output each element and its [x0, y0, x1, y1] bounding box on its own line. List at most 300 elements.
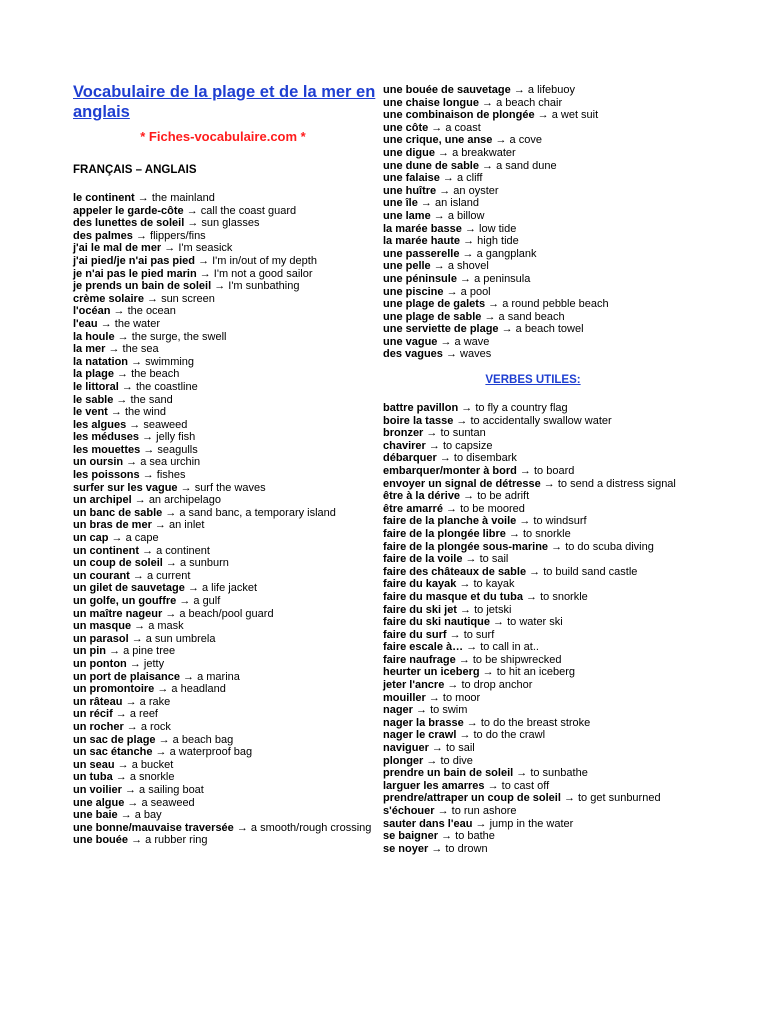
arrow-icon: → [132, 569, 144, 582]
french-term: une côte [383, 121, 429, 134]
french-term: heurter un iceberg [383, 666, 480, 679]
english-translation: the sea [122, 343, 159, 356]
french-term: plonger [383, 754, 424, 767]
arrow-icon: → [493, 616, 505, 629]
arrow-icon: → [519, 515, 531, 528]
vocab-entry [73, 620, 373, 633]
vocab-entry [383, 311, 763, 324]
vocab-entry [73, 809, 373, 822]
vocab-entry [73, 331, 373, 344]
french-term: une serviette de plage [383, 323, 499, 336]
english-translation: to surf [463, 628, 495, 641]
english-translation: seagulls [157, 443, 198, 456]
english-translation: a sun umbrela [145, 632, 216, 645]
french-term: l'océan [73, 305, 111, 318]
english-translation: to windsurf [533, 515, 587, 528]
english-translation: I'm seasick [178, 242, 233, 255]
english-translation: to sail [479, 553, 509, 566]
english-translation: a bucket [131, 758, 174, 771]
english-translation: to snorkle [540, 590, 588, 603]
french-term: un golfe, un gouffre [73, 595, 177, 607]
french-term: les mouettes [73, 443, 141, 456]
english-translation: a reef [129, 708, 158, 721]
arrow-icon: → [143, 443, 155, 456]
vocab-entry [383, 160, 763, 173]
arrow-icon: → [108, 343, 120, 356]
arrow-icon: → [442, 172, 454, 185]
english-translation: a gangplank [476, 247, 537, 260]
english-translation: a gulf [193, 595, 221, 607]
vocab-entry [73, 797, 373, 810]
french-term: naviguer [383, 742, 429, 755]
english-translation: an inlet [168, 519, 205, 532]
english-translation: a beach bag [172, 733, 234, 746]
arrow-icon: → [433, 260, 445, 273]
french-term: une plage de sable [383, 310, 482, 323]
english-translation: a rock [140, 720, 171, 733]
french-term: faire du kayak [383, 578, 457, 591]
french-term: un promontoire [73, 683, 155, 696]
french-term: une bonne/mauvaise traversée [73, 821, 234, 834]
vocab-entry [73, 368, 373, 381]
arrow-icon: → [135, 229, 147, 242]
verbs-list [383, 402, 763, 855]
arrow-icon: → [431, 842, 443, 855]
vocab-entry [73, 708, 373, 721]
verb-entry [383, 440, 763, 453]
english-translation: fishes [156, 469, 186, 482]
arrow-icon: → [165, 557, 177, 570]
english-translation: an archipelago [148, 494, 221, 507]
english-translation: a cliff [456, 172, 483, 185]
vocab-entry [73, 217, 373, 230]
french-term: être amarré [383, 502, 443, 515]
vocab-entry [73, 746, 373, 759]
english-translation: a waterproof bag [169, 746, 253, 759]
arrow-icon: → [131, 632, 143, 645]
verb-entry [383, 629, 763, 642]
arrow-icon: → [198, 254, 210, 267]
english-translation: the coastline [135, 380, 198, 393]
arrow-icon: → [519, 464, 531, 477]
english-translation: to snorkle [523, 527, 571, 540]
vocab-list-left [73, 192, 373, 847]
vocab-entry [383, 348, 763, 361]
vocab-entry [73, 545, 373, 558]
arrow-icon: → [126, 456, 138, 469]
vocab-entry [73, 205, 373, 218]
english-translation: a rake [139, 695, 171, 708]
vocab-entry [383, 336, 763, 349]
english-translation: to board [533, 464, 575, 477]
arrow-icon: → [440, 335, 452, 348]
vocab-entry [73, 784, 373, 797]
english-translation: the beach [131, 368, 180, 381]
french-term: le littoral [73, 380, 119, 393]
french-term: un banc de sable [73, 506, 163, 519]
english-translation: a beach/pool guard [179, 607, 274, 620]
french-term: une passerelle [383, 247, 460, 260]
english-translation: waves [460, 348, 492, 361]
arrow-icon: → [513, 84, 525, 96]
vocab-entry [73, 482, 373, 495]
vocab-entry [73, 394, 373, 407]
french-term: un maître nageur [73, 607, 163, 620]
vocab-entry [73, 280, 373, 293]
french-term: un ponton [73, 657, 127, 670]
french-term: un oursin [73, 456, 124, 469]
english-translation: the wind [124, 406, 166, 419]
french-term: nager la brasse [383, 716, 464, 729]
french-term: une bouée [73, 834, 129, 847]
english-translation: to water ski [507, 616, 563, 629]
french-term: se baigner [383, 830, 439, 843]
verb-entry [383, 465, 763, 478]
arrow-icon: → [484, 310, 496, 323]
arrow-icon: → [461, 402, 473, 414]
french-term: une pelle [383, 260, 431, 273]
french-term: faire de la plongée libre [383, 527, 506, 540]
arrow-icon: → [147, 292, 158, 305]
french-term: faire des châteaux de sable [383, 565, 527, 578]
french-term: faire du ski jet [383, 603, 457, 616]
verb-entry [383, 767, 763, 780]
arrow-icon: → [428, 439, 440, 452]
arrow-icon: → [129, 418, 141, 431]
vocab-entry [73, 658, 373, 671]
english-translation: to sail [445, 742, 475, 755]
vocab-entry [383, 223, 763, 236]
arrow-icon: → [466, 641, 478, 654]
english-translation: sun glasses [201, 217, 260, 230]
vocab-entry [383, 84, 763, 97]
english-translation: to hit an iceberg [496, 666, 575, 679]
verb-entry [383, 427, 763, 440]
english-translation: to cast off [501, 779, 550, 792]
arrow-icon: → [420, 197, 432, 210]
english-translation: an oyster [453, 184, 499, 197]
arrow-icon: → [187, 217, 199, 230]
vocab-entry [73, 557, 373, 570]
arrow-icon: → [115, 771, 127, 784]
vocab-entry [73, 507, 373, 520]
french-term: un rocher [73, 720, 124, 733]
arrow-icon: → [416, 704, 428, 717]
english-translation: a sailing boat [139, 783, 204, 796]
vocab-entry [73, 356, 373, 369]
vocab-entry [73, 519, 373, 532]
arrow-icon: → [154, 519, 166, 532]
arrow-icon: → [183, 670, 195, 683]
arrow-icon: → [482, 159, 494, 172]
french-term: prendre un bain de soleil [383, 767, 514, 780]
french-term: la natation [73, 355, 129, 368]
vocab-entry [383, 260, 763, 273]
french-term: la plage [73, 368, 114, 381]
english-translation: a cape [125, 532, 159, 545]
english-translation: a shovel [447, 260, 489, 273]
french-term: je n'ai pas le pied marin [73, 267, 197, 280]
vocab-entry [73, 734, 373, 747]
french-term: être à la dérive [383, 490, 461, 503]
verb-entry [383, 415, 763, 428]
verb-entry [383, 578, 763, 591]
verb-entry [383, 515, 763, 528]
english-translation: to jetski [474, 603, 512, 616]
english-translation: to swim [430, 704, 468, 717]
english-translation: to be shipwrecked [472, 653, 562, 666]
french-term: une baie [73, 809, 118, 822]
english-translation: a cove [509, 134, 542, 147]
arrow-icon: → [158, 733, 170, 746]
french-term: bronzer [383, 427, 424, 440]
french-term: nager le crawl [383, 729, 457, 742]
english-translation: call the coast guard [200, 204, 297, 217]
arrow-icon: → [186, 204, 198, 217]
vocab-entry [383, 122, 763, 135]
french-term: une plage de galets [383, 298, 486, 311]
vocab-entry [73, 293, 373, 306]
verb-entry [383, 490, 763, 503]
arrow-icon: → [563, 792, 575, 805]
french-term: un port de plaisance [73, 670, 180, 683]
arrow-icon: → [466, 716, 478, 729]
verb-entry [383, 704, 763, 717]
vocab-entry [383, 248, 763, 261]
english-translation: to bathe [455, 830, 495, 843]
french-term: une piscine [383, 285, 444, 298]
vocab-entry [73, 230, 373, 243]
arrow-icon: → [459, 578, 471, 591]
arrow-icon: → [459, 729, 471, 742]
verb-entry [383, 503, 763, 516]
arrow-icon: → [464, 222, 476, 235]
verb-entry [383, 591, 763, 604]
arrow-icon: → [501, 323, 513, 336]
vocab-entry [73, 582, 373, 595]
french-term: un bras de mer [73, 519, 152, 532]
english-translation: to dive [440, 754, 473, 767]
vocab-entry [73, 343, 373, 356]
arrow-icon: → [460, 272, 472, 285]
french-term: jeter l'ancre [383, 679, 445, 692]
vocab-entry [73, 305, 373, 318]
site-name: * Fiches-vocabulaire.com * [140, 129, 306, 144]
arrow-icon: → [127, 796, 139, 809]
english-translation: to run ashore [451, 805, 517, 817]
arrow-icon: → [110, 406, 122, 419]
vocab-entry [73, 381, 373, 394]
arrow-icon: → [117, 368, 129, 381]
arrow-icon: → [516, 767, 528, 780]
french-term: le sable [73, 393, 114, 406]
vocab-list-right [383, 84, 763, 361]
french-term: j'ai pied/je n'ai pas pied [73, 254, 195, 267]
english-translation: to accidentally swallow water [470, 414, 612, 427]
vocab-entry [383, 172, 763, 185]
arrow-icon: → [426, 427, 438, 440]
french-term: nager [383, 704, 413, 717]
french-term: s'échouer [383, 805, 435, 817]
french-term: la mer [73, 343, 106, 356]
english-translation: a coast [445, 121, 481, 134]
verb-entry [383, 742, 763, 755]
arrow-icon: → [137, 192, 149, 204]
arrow-icon: → [446, 285, 458, 298]
french-term: une algue [73, 796, 125, 809]
vocab-entry [73, 242, 373, 255]
arrow-icon: → [165, 607, 177, 620]
vocab-entry [73, 570, 373, 583]
english-translation: a beach towel [515, 323, 584, 336]
arrow-icon: → [117, 330, 129, 343]
verb-entry [383, 566, 763, 579]
arrow-icon: → [439, 452, 451, 465]
french-term: une digue [383, 146, 435, 159]
arrow-icon: → [111, 532, 123, 545]
english-translation: to drop anchor [461, 679, 533, 692]
english-translation: a round pebble beach [502, 298, 609, 311]
english-translation: a life jacket [202, 582, 258, 595]
arrow-icon: → [449, 628, 461, 641]
arrow-icon: → [431, 121, 443, 134]
arrow-icon: → [157, 683, 169, 696]
vocab-entry [383, 286, 763, 299]
english-translation: a wet suit [551, 109, 599, 122]
french-term: un sac étanche [73, 746, 153, 759]
english-translation: flippers/fins [150, 229, 206, 242]
vocab-entry [73, 444, 373, 457]
verb-entry [383, 528, 763, 541]
english-translation: a seaweed [141, 796, 195, 809]
arrow-icon: → [439, 184, 451, 197]
french-term: un récif [73, 708, 113, 721]
arrow-icon: → [495, 134, 507, 147]
french-term: une falaise [383, 172, 440, 185]
french-term: une huître [383, 184, 437, 197]
english-translation: a rubber ring [145, 834, 208, 847]
arrow-icon: → [134, 620, 146, 633]
english-translation: a pine tree [123, 645, 176, 658]
arrow-icon: → [488, 298, 500, 311]
arrow-icon: → [445, 348, 457, 361]
english-translation: I'm sunbathing [228, 280, 300, 293]
english-translation: to call in at.. [480, 641, 539, 654]
french-term: une combinaison de plongée [383, 109, 535, 122]
english-translation: a current [146, 569, 191, 582]
french-term: faire du masque et du tuba [383, 590, 523, 603]
french-term: l'eau [73, 317, 98, 330]
vocab-entry [73, 431, 373, 444]
arrow-icon: → [214, 280, 226, 293]
verb-entry [383, 717, 763, 730]
french-term: se noyer [383, 842, 429, 855]
arrow-icon: → [458, 653, 470, 666]
english-translation: the water [114, 317, 161, 330]
arrow-icon: → [475, 817, 487, 830]
english-translation: a bay [134, 809, 162, 822]
english-translation: to kayak [473, 578, 515, 591]
verb-entry [383, 780, 763, 793]
french-term: surfer sur les vague [73, 481, 178, 494]
verb-entry [383, 792, 763, 805]
english-translation: a breakwater [452, 146, 516, 159]
vocab-entry [383, 197, 763, 210]
french-term: battre pavillon [383, 402, 459, 414]
vocab-entry [383, 97, 763, 110]
english-translation: low tide [479, 222, 517, 235]
vocab-entry [73, 696, 373, 709]
arrow-icon: → [155, 746, 167, 759]
french-term: faire du surf [383, 628, 447, 641]
english-translation: to fly a country flag [475, 402, 568, 414]
arrow-icon: → [438, 146, 450, 159]
french-term: larguer les amarres [383, 779, 485, 792]
arrow-icon: → [134, 494, 146, 507]
english-translation: a headland [171, 683, 226, 696]
english-translation: a snorkle [129, 771, 175, 784]
verb-entry [383, 654, 763, 667]
vocab-entry [73, 608, 373, 621]
arrow-icon: → [465, 553, 477, 566]
english-translation: I'm in/out of my depth [212, 254, 317, 267]
arrow-icon: → [487, 779, 499, 792]
french-term: faire escale à… [383, 641, 464, 654]
french-term: une chaise longue [383, 96, 479, 109]
english-translation: a continent [156, 544, 210, 557]
vocab-entry [383, 235, 763, 248]
french-term: embarquer/monter à bord [383, 464, 517, 477]
vocab-entry [383, 134, 763, 147]
french-term: faire naufrage [383, 653, 456, 666]
french-term: les poissons [73, 469, 140, 482]
english-translation: a sunburn [179, 557, 229, 570]
french-term: la marée haute [383, 235, 461, 248]
french-term: des palmes [73, 229, 133, 242]
french-term: faire de la planche à voile [383, 515, 517, 528]
english-translation: a sand banc, a temporary island [179, 506, 336, 519]
french-term: j'ai le mal de mer [73, 242, 162, 255]
french-term: un pin [73, 645, 106, 658]
page-title: Vocabulaire de la plage et de la mer en anglais [73, 83, 376, 121]
english-translation: a marina [197, 670, 240, 683]
vocab-entry [383, 185, 763, 198]
french-term: la houle [73, 330, 115, 343]
vocab-entry [383, 323, 763, 336]
english-translation: a peninsula [474, 272, 531, 285]
english-translation: jelly fish [156, 431, 196, 444]
arrow-icon: → [100, 317, 112, 330]
arrow-icon: → [463, 490, 475, 503]
french-term: une crique, une anse [383, 134, 493, 147]
vocab-entry [73, 419, 373, 432]
french-term: faire de la voile [383, 553, 463, 566]
french-term: débarquer [383, 452, 437, 465]
french-term: la marée basse [383, 222, 462, 235]
arrow-icon: → [142, 431, 154, 444]
english-translation: the sand [130, 393, 173, 406]
french-term: faire de la plongée sous-marine [383, 540, 549, 553]
french-term: une péninsule [383, 272, 457, 285]
french-term: un continent [73, 544, 139, 557]
arrow-icon: → [109, 645, 121, 658]
french-term: un voilier [73, 783, 122, 796]
french-term: crème solaire [73, 292, 144, 305]
english-translation: the mainland [151, 192, 215, 204]
verb-entry [383, 541, 763, 554]
french-term: un sac de plage [73, 733, 156, 746]
english-translation: the ocean [127, 305, 176, 318]
